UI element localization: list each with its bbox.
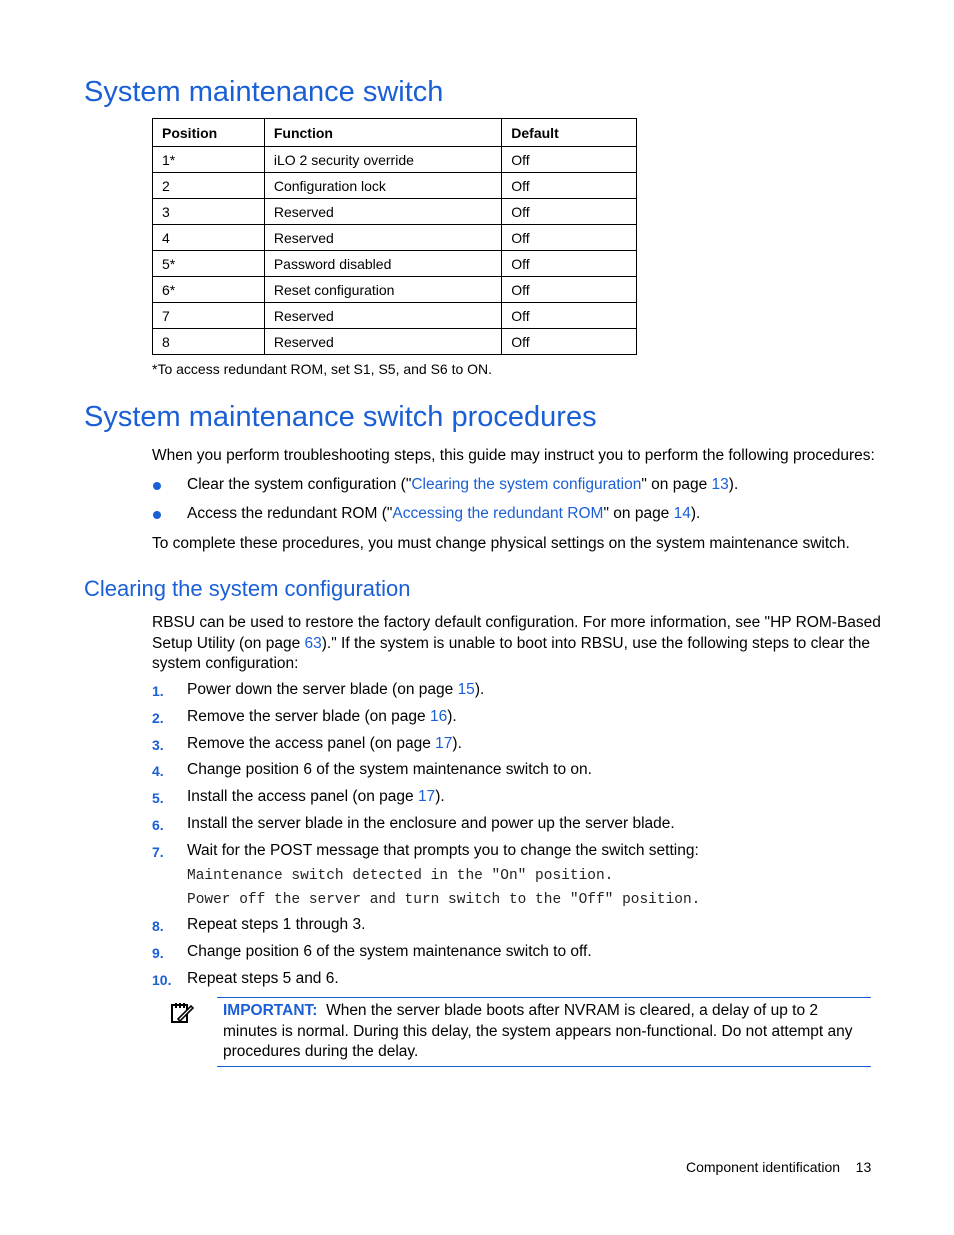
table-row xyxy=(153,329,637,355)
table-cell: Off xyxy=(502,147,637,173)
table-row xyxy=(153,225,637,251)
table-cell: Off xyxy=(502,173,637,199)
step-number: 4. xyxy=(152,763,164,779)
note-top-rule xyxy=(217,997,871,998)
code-line: Maintenance switch detected in the "On" position. xyxy=(187,868,614,884)
table-cell: 5* xyxy=(153,251,265,277)
table-cell: Reserved xyxy=(264,303,501,329)
table-cell: Off xyxy=(502,303,637,329)
table-cell: Reset configuration xyxy=(264,277,501,303)
table-cell: Configuration lock xyxy=(264,173,501,199)
section-title-procedures: System maintenance switch procedures xyxy=(84,401,597,433)
step-number: 1. xyxy=(152,683,164,699)
step-number: 10. xyxy=(152,972,172,988)
table-row xyxy=(153,199,637,225)
important-note: IMPORTANT: When the server blade boots after NVRAM is cleared, a delay of up to 2 minutes is normal. During this delay, the system appears non-functional. Do not attempt any procedures during the delay. xyxy=(223,1002,853,1060)
step-number: 7. xyxy=(152,844,164,860)
step-10: Repeat steps 5 and 6. xyxy=(187,970,339,987)
footer-page-number: 13 xyxy=(855,1159,872,1175)
step-6: Install the server blade in the enclosure and power up the server blade. xyxy=(187,815,675,832)
step-8: Repeat steps 1 through 3. xyxy=(187,916,366,933)
footer-section: Component identification xyxy=(686,1159,841,1175)
step-number: 3. xyxy=(152,737,164,753)
important-label: IMPORTANT: xyxy=(223,1002,318,1019)
page-link[interactable]: 14 xyxy=(673,505,691,522)
step-number: 8. xyxy=(152,918,164,934)
table-cell: 1* xyxy=(153,147,265,173)
section-title-switch: System maintenance switch xyxy=(84,76,444,108)
step-4: Change position 6 of the system maintenance switch to on. xyxy=(187,761,592,778)
list-item: Clear the system configuration ("Clearing the system configuration" on page 13). xyxy=(187,476,739,493)
table-header-cell: Position xyxy=(153,119,265,147)
clearing-paragraph: RBSU can be used to restore the factory default configuration. For more information, see "HP ROM-Based Setup Utility (on page 63)." If the system is unable to boot into RBSU, use the following steps to clear the system configuration: xyxy=(152,614,881,672)
step-number: 5. xyxy=(152,790,164,806)
table-cell: Password disabled xyxy=(264,251,501,277)
table-cell: 8 xyxy=(153,329,265,355)
page-link[interactable]: 17 xyxy=(435,735,453,752)
table-row xyxy=(153,303,637,329)
important-icon xyxy=(170,1000,194,1024)
table-row xyxy=(153,147,637,173)
table-cell: Off xyxy=(502,329,637,355)
page-link[interactable]: 16 xyxy=(429,708,448,725)
page-link[interactable]: 17 xyxy=(417,788,436,805)
table-cell: 6* xyxy=(153,277,265,303)
table-row xyxy=(153,251,637,277)
table-footnote: *To access redundant ROM, set S1, S5, and S6 to ON. xyxy=(152,361,493,377)
page-link[interactable]: 13 xyxy=(711,476,729,493)
table-cell: Off xyxy=(502,251,637,277)
bullet-icon xyxy=(153,511,161,519)
table-cell: Reserved xyxy=(264,199,501,225)
link-accessing-rom[interactable]: Accessing the redundant ROM xyxy=(392,505,604,522)
step-1: Power down the server blade (on page 15). xyxy=(187,681,485,698)
footer xyxy=(686,1159,871,1175)
procedures-intro: When you perform troubleshooting steps, this guide may instruct you to perform the following procedures: xyxy=(152,447,875,464)
table-cell: Reserved xyxy=(264,225,501,251)
note-bottom-rule xyxy=(217,1066,871,1067)
table-header-cell: Function xyxy=(264,119,501,147)
step-7: Wait for the POST message that prompts you to change the switch setting: xyxy=(187,842,699,859)
bullet-icon xyxy=(153,482,161,490)
table-cell: Off xyxy=(502,225,637,251)
table-cell: 4 xyxy=(153,225,265,251)
table-cell: Reserved xyxy=(264,329,501,355)
step-5: Install the access panel (on page 17). xyxy=(187,788,445,805)
table-cell: 7 xyxy=(153,303,265,329)
procedures-outro: To complete these procedures, you must change physical settings on the system maintenance switch. xyxy=(152,535,850,552)
step-2: Remove the server blade (on page 16). xyxy=(187,708,457,725)
page-link[interactable]: 15 xyxy=(457,681,475,698)
table-cell: 3 xyxy=(153,199,265,225)
step-number: 2. xyxy=(152,710,164,726)
table-cell: Off xyxy=(502,277,637,303)
list-item: Access the redundant ROM ("Accessing the redundant ROM" on page 14). xyxy=(187,505,701,522)
section-title-clearing: Clearing the system configuration xyxy=(84,576,411,601)
switch-table xyxy=(152,118,637,355)
table-cell: 2 xyxy=(153,173,265,199)
table-cell: Off xyxy=(502,199,637,225)
code-line: Power off the server and turn switch to the "Off" position. xyxy=(187,892,701,908)
table-header-cell: Default xyxy=(502,119,637,147)
table-row xyxy=(153,277,637,303)
table-cell: iLO 2 security override xyxy=(264,147,501,173)
step-number: 9. xyxy=(152,945,164,961)
link-clearing-config[interactable]: Clearing the system configuration xyxy=(411,476,642,493)
table-row xyxy=(153,173,637,199)
step-3: Remove the access panel (on page 17). xyxy=(187,735,462,752)
step-9: Change position 6 of the system maintenance switch to off. xyxy=(187,943,592,960)
table-header-row xyxy=(153,119,637,147)
step-number: 6. xyxy=(152,817,164,833)
page-link[interactable]: 63 xyxy=(304,634,322,652)
